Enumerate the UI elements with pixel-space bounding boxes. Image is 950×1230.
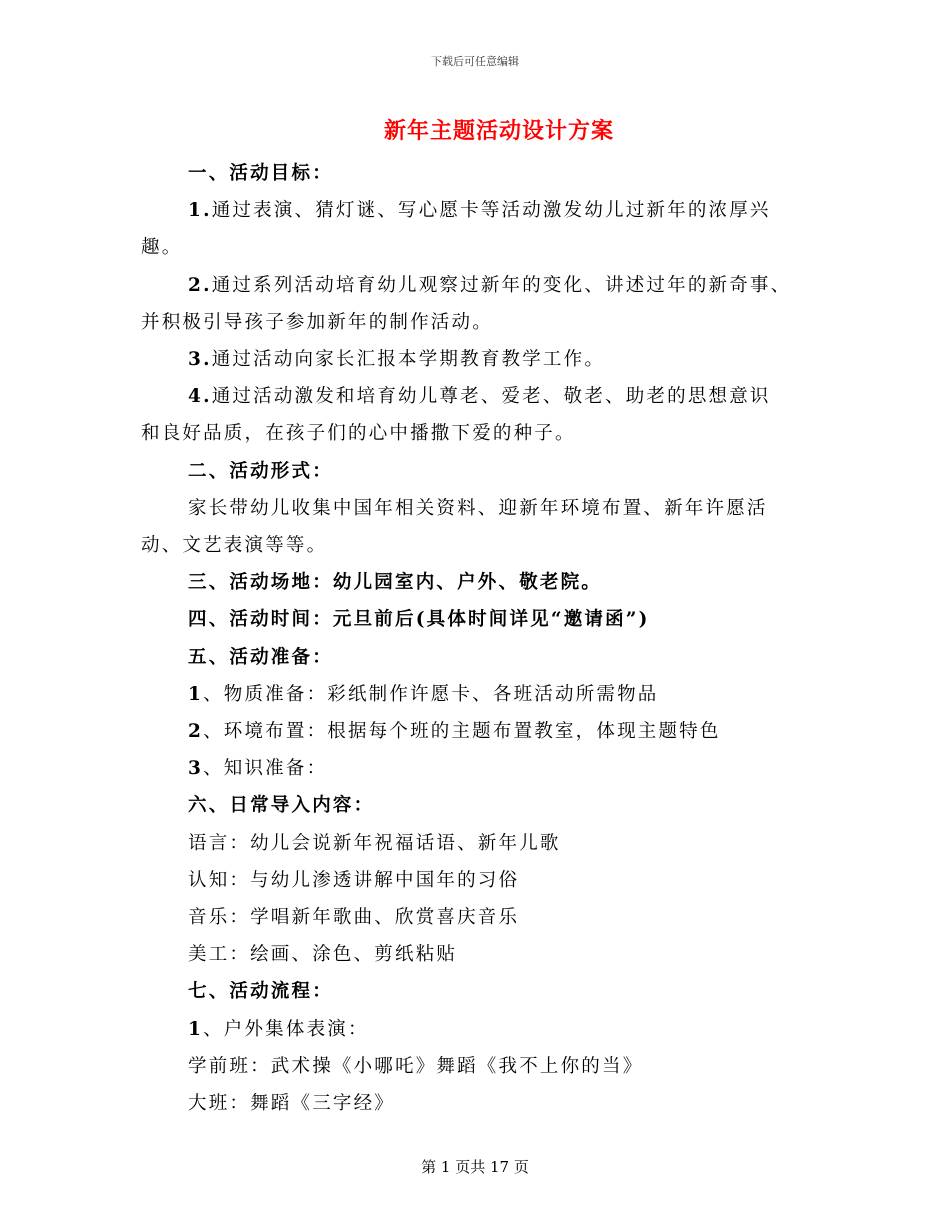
header-note: 下载后可任意编辑: [431, 55, 519, 68]
goal-item-3: [141, 341, 811, 378]
format-text: 家长带幼儿收集中国年相关资料、迎新年环境布置、新年许愿活: [188, 497, 768, 519]
section-heading-venue: 三、活动场地：幼儿园室内、户外、敬老院。: [188, 572, 603, 594]
daily-content-language: 语言：幼儿会说新年祝福话语、新年儿歌: [188, 832, 561, 854]
section-heading-goals: 一、活动目标：: [188, 163, 333, 184]
page-footer: 第 1 页共 17 页: [421, 1158, 529, 1176]
preparation-item-3-number: 3: [188, 758, 204, 780]
process-senior-class: 大班：舞蹈《三字经》: [188, 1093, 396, 1115]
preparation-item-3: [141, 750, 811, 787]
preparation-item-1-number: 1: [188, 683, 204, 705]
goal-item-4: [141, 378, 811, 415]
goal-item-2-text: 通过系列活动培育幼儿观察过新年的变化、讲述过年的新奇事、: [211, 274, 792, 296]
daily-content-art: 美工：绘画、涂色、剪纸粘贴: [188, 944, 458, 966]
goal-item-2-continued: 并积极引导孩子参加新年的制作活动。: [141, 311, 493, 333]
goal-item-1-number: 1.: [188, 200, 212, 222]
goal-item-3-text: 通过活动向家长汇报本学期教育教学工作。: [211, 349, 606, 371]
format-text-continued: 动、文艺表演等等。: [141, 535, 328, 557]
goal-item-2: [141, 267, 811, 304]
goal-item-2-number: 2.: [188, 274, 212, 296]
preparation-item-2-number: 2: [188, 721, 204, 743]
process-item-1: [141, 1011, 811, 1048]
section-heading-daily-content: 六、日常导入内容：: [188, 795, 375, 817]
process-item-1-number: 1: [188, 1018, 204, 1040]
goal-item-1-continued: 趣。: [141, 237, 183, 259]
preparation-item-3-text: 、知识准备：: [203, 758, 328, 780]
preparation-item-2-text: 、环境布置：根据每个班的主题布置教室，体现主题特色: [203, 721, 721, 743]
goal-item-3-number: 3.: [188, 349, 212, 371]
document-body: [141, 155, 811, 1122]
daily-content-cognition: 认知：与幼儿渗透讲解中国年的习俗: [188, 869, 520, 891]
preparation-item-1-text: 、物质准备：彩纸制作许愿卡、各班活动所需物品: [203, 683, 659, 705]
section-heading-preparation: 五、活动准备：: [188, 646, 333, 668]
process-item-1-text: 、户外集体表演：: [203, 1018, 369, 1040]
goal-item-1-text: 通过表演、猜灯谜、写心愿卡等活动激发幼儿过新年的浓厚兴: [211, 200, 771, 222]
goal-item-4-text: 通过活动激发和培育幼儿尊老、爱老、敬老、助老的思想意识: [211, 386, 771, 408]
process-preschool: 学前班：武术操《小哪吒》舞蹈《我不上你的当》: [188, 1055, 644, 1077]
goal-item-1: [141, 192, 811, 229]
section-heading-time: 四、活动时间：元旦前后(具体时间详见“邀请函”): [188, 609, 650, 631]
preparation-item-2: [141, 713, 811, 750]
document-title: 新年主题活动设计方案: [383, 118, 614, 144]
daily-content-music: 音乐：学唱新年歌曲、欣赏喜庆音乐: [188, 907, 520, 929]
section-heading-process: 七、活动流程：: [188, 981, 333, 1003]
goal-item-4-continued: 和良好品质，在孩子们的心中播撒下爱的种子。: [141, 423, 576, 445]
section-heading-format: 二、活动形式：: [188, 460, 333, 482]
preparation-item-1: [141, 676, 811, 713]
goal-item-4-number: 4.: [188, 386, 212, 408]
